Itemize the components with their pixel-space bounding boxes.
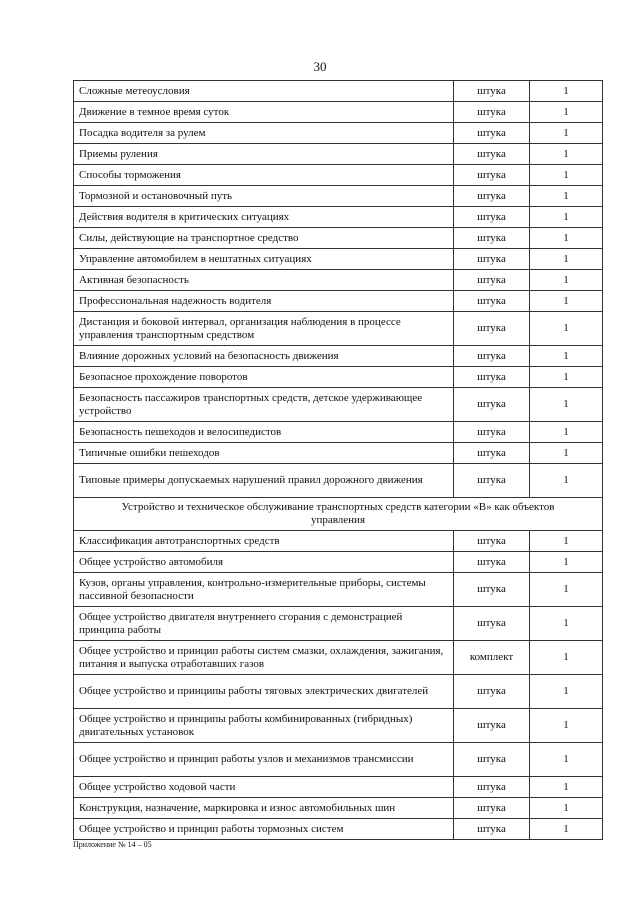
table-row	[74, 743, 603, 777]
quantity-cell: 1	[530, 641, 603, 675]
unit-cell: штука	[454, 443, 530, 464]
unit-cell: штука	[454, 123, 530, 144]
page-number: 30	[313, 59, 327, 74]
quantity-cell: 1	[530, 249, 603, 270]
item-name-cell: Общее устройство и принципы работы тяговых электрических двигателей	[74, 675, 454, 709]
table-row	[74, 422, 603, 443]
table-row	[74, 443, 603, 464]
quantity-cell: 1	[530, 102, 603, 123]
item-name-cell: Типовые примеры допускаемых нарушений правил дорожного движения	[74, 464, 454, 498]
quantity-cell: 1	[530, 675, 603, 709]
quantity-cell: 1	[530, 464, 603, 498]
item-name-cell: Влияние дорожных условий на безопасность движения	[74, 346, 454, 367]
unit-cell: штука	[454, 102, 530, 123]
quantity-cell: 1	[530, 81, 603, 102]
item-name-cell: Общее устройство и принцип работы систем смазки, охлаждения, зажигания, питания и выпуска отработавших газов	[74, 641, 454, 675]
table-row	[74, 102, 603, 123]
item-name-cell: Движение в темное время суток	[74, 102, 454, 123]
unit-cell: штука	[454, 743, 530, 777]
item-name-cell: Общее устройство автомобиля	[74, 552, 454, 573]
table-row	[74, 367, 603, 388]
section-header-row	[74, 498, 603, 531]
quantity-cell: 1	[530, 291, 603, 312]
table-row	[74, 709, 603, 743]
quantity-cell: 1	[530, 228, 603, 249]
quantity-cell: 1	[530, 388, 603, 422]
equipment-table	[73, 80, 603, 840]
quantity-cell: 1	[530, 443, 603, 464]
unit-cell: штука	[454, 312, 530, 346]
quantity-cell: 1	[530, 552, 603, 573]
quantity-cell: 1	[530, 422, 603, 443]
item-name-cell: Общее устройство двигателя внутреннего сгорания с демонстрацией принципа работы	[74, 607, 454, 641]
item-name-cell: Общее устройство и принципы работы комбинированных (гибридных) двигательных установок	[74, 709, 454, 743]
quantity-cell: 1	[530, 346, 603, 367]
table-row	[74, 464, 603, 498]
table-row	[74, 777, 603, 798]
item-name-cell: Общее устройство и принцип работы узлов и механизмов трансмиссии	[74, 743, 454, 777]
quantity-cell: 1	[530, 798, 603, 819]
item-name-cell: Посадка водителя за рулем	[74, 123, 454, 144]
item-name-cell: Сложные метеоусловия	[74, 81, 454, 102]
unit-cell: штука	[454, 819, 530, 840]
unit-cell: штука	[454, 777, 530, 798]
item-name-cell: Профессиональная надежность водителя	[74, 291, 454, 312]
unit-cell: штука	[454, 346, 530, 367]
unit-cell: штука	[454, 531, 530, 552]
unit-cell: штука	[454, 270, 530, 291]
table-row	[74, 531, 603, 552]
item-name-cell: Способы торможения	[74, 165, 454, 186]
table-row	[74, 228, 603, 249]
table-row	[74, 207, 603, 228]
unit-cell: штука	[454, 228, 530, 249]
unit-cell: штука	[454, 249, 530, 270]
table-row	[74, 312, 603, 346]
table-row	[74, 675, 603, 709]
table-row	[74, 798, 603, 819]
quantity-cell: 1	[530, 367, 603, 388]
unit-cell: штука	[454, 607, 530, 641]
item-name-cell: Конструкция, назначение, маркировка и износ автомобильных шин	[74, 798, 454, 819]
unit-cell: штука	[454, 464, 530, 498]
quantity-cell: 1	[530, 186, 603, 207]
unit-cell: штука	[454, 552, 530, 573]
item-name-cell: Безопасное прохождение поворотов	[74, 367, 454, 388]
unit-cell: штука	[454, 573, 530, 607]
quantity-cell: 1	[530, 709, 603, 743]
unit-cell: штука	[454, 144, 530, 165]
table-row	[74, 641, 603, 675]
table-row	[74, 573, 603, 607]
section-title: Устройство и техническое обслуживание транспортных средств категории «В» как объектов управления	[74, 498, 603, 531]
unit-cell: штука	[454, 709, 530, 743]
table-row	[74, 123, 603, 144]
table-row	[74, 552, 603, 573]
table-row	[74, 249, 603, 270]
quantity-cell: 1	[530, 743, 603, 777]
unit-cell: штука	[454, 207, 530, 228]
item-name-cell: Управление автомобилем в нештатных ситуациях	[74, 249, 454, 270]
unit-cell: штука	[454, 367, 530, 388]
unit-cell: штука	[454, 798, 530, 819]
item-name-cell: Типичные ошибки пешеходов	[74, 443, 454, 464]
item-name-cell: Дистанция и боковой интервал, организация наблюдения в процессе управления транспортным средством	[74, 312, 454, 346]
quantity-cell: 1	[530, 573, 603, 607]
unit-cell: штука	[454, 291, 530, 312]
quantity-cell: 1	[530, 165, 603, 186]
item-name-cell: Безопасность пассажиров транспортных средств, детское удерживающее устройство	[74, 388, 454, 422]
table-row	[74, 388, 603, 422]
item-name-cell: Тормозной и остановочный путь	[74, 186, 454, 207]
item-name-cell: Безопасность пешеходов и велосипедистов	[74, 422, 454, 443]
table-row	[74, 81, 603, 102]
quantity-cell: 1	[530, 270, 603, 291]
table-row	[74, 291, 603, 312]
unit-cell: штука	[454, 388, 530, 422]
table-row	[74, 270, 603, 291]
quantity-cell: 1	[530, 819, 603, 840]
table-row	[74, 607, 603, 641]
unit-cell: штука	[454, 165, 530, 186]
unit-cell: комплект	[454, 641, 530, 675]
table-row	[74, 144, 603, 165]
table-row	[74, 165, 603, 186]
item-name-cell: Силы, действующие на транспортное средство	[74, 228, 454, 249]
item-name-cell: Общее устройство и принцип работы тормозных систем	[74, 819, 454, 840]
quantity-cell: 1	[530, 777, 603, 798]
table-row	[74, 186, 603, 207]
item-name-cell: Приемы руления	[74, 144, 454, 165]
item-name-cell: Активная безопасность	[74, 270, 454, 291]
quantity-cell: 1	[530, 312, 603, 346]
unit-cell: штука	[454, 81, 530, 102]
unit-cell: штука	[454, 422, 530, 443]
table-row	[74, 819, 603, 840]
item-name-cell: Общее устройство ходовой части	[74, 777, 454, 798]
item-name-cell: Действия водителя в критических ситуациях	[74, 207, 454, 228]
quantity-cell: 1	[530, 123, 603, 144]
unit-cell: штука	[454, 675, 530, 709]
quantity-cell: 1	[530, 607, 603, 641]
quantity-cell: 1	[530, 207, 603, 228]
unit-cell: штука	[454, 186, 530, 207]
quantity-cell: 1	[530, 144, 603, 165]
quantity-cell: 1	[530, 531, 603, 552]
footer-note: Приложение № 14 – 05	[73, 840, 152, 849]
item-name-cell: Кузов, органы управления, контрольно-измерительные приборы, системы пассивной безопасности	[74, 573, 454, 607]
table-row	[74, 346, 603, 367]
item-name-cell: Классификация автотранспортных средств	[74, 531, 454, 552]
